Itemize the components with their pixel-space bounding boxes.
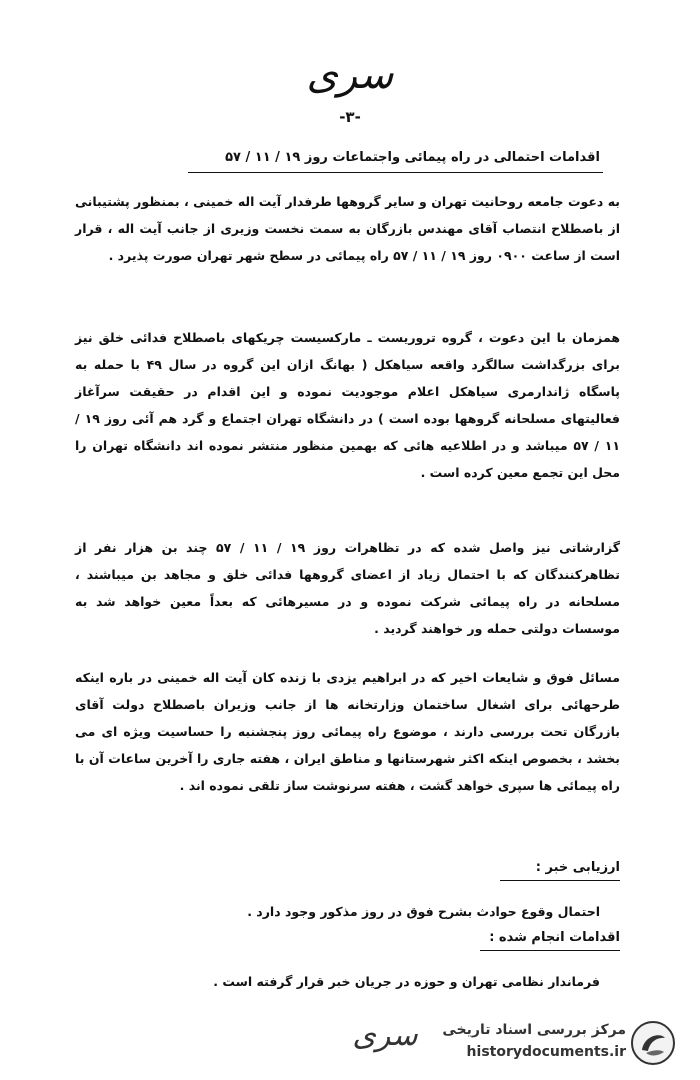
title-underline <box>188 172 603 173</box>
paragraph-march-call: به دعوت جامعه روحانیت تهران و سایر گروهها طرفدار آیت اله خمینی ، بمنظور پشتیبانی از باصطلاح انتصاب آقای مهندس بازرگان به سمت نخست وزیری از جانب آیت اله ، قرار است از ساعت ۰۹۰۰ روز ۱۹ / ۱۱ / ۵۷ راه پیمائی در سطح شهر تهران صورت پذیرد . <box>75 194 620 263</box>
paragraph-sensitivity: مسائل فوق و شایعات اخیر که در ابراهیم یزدی با زنده کان آیت اله خمینی در باره اینکه طرحهائی برای اشغال ساختمان وزارتخانه ها از جانب وزیران باصطلاح دولت آقای بازرگان تحت بررسی دارند ، موضوع راه پیمائی روز پنجشنبه را حساسیت ویژه ای می بخشد ، بخصوص اینکه اکثر شهرستانها و مناطق ایران ، هفته جاری را آخرین ساعات آن با راه پیمائی ها سپری خواهد گشت ، هفته سرنوشت ساز تلقی نموده اند . <box>75 670 620 793</box>
actions-heading-underline <box>480 950 620 951</box>
archive-website: historydocuments.ir <box>466 1044 626 1060</box>
classification-stamp-top: سری <box>306 52 394 98</box>
actions-taken-text: فرماندار نظامی تهران و حوزه در جریان خبر قرار گرفته است . <box>213 974 600 989</box>
archive-center-logo-icon <box>630 1020 676 1066</box>
assessment-heading-underline <box>500 880 620 881</box>
paragraph-armed-participants: گزارشاتی نیز واصل شده که در تظاهرات روز ۱۹ / ۱۱ / ۵۷ چند بن هزار نفر از تظاهرکنندگان که با احتمال زیاد از اعضای گروهها فدائی خلق و مجاهد بن میباشند ، مسلحانه در راه پیمائی شرکت نموده و در مسیرهائی که بعداً معین خواهد شد به موسسات دولتی حمله ور خواهند گردید . <box>75 540 620 636</box>
actions-taken-heading: اقدامات انجام شده : <box>489 930 620 945</box>
page-number: -۳- <box>339 108 361 126</box>
archive-watermark <box>378 1016 678 1072</box>
assessment-heading: ارزیابی خبر : <box>535 860 620 875</box>
document-title: اقدامات احتمالی در راه پیمائی واجتماعات روز ۱۹ / ۱۱ / ۵۷ <box>225 150 600 165</box>
paragraph-fedayeen-gathering: همزمان با این دعوت ، گروه تروریست ـ مارکسیست چریکهای باصطلاح فدائی خلق نیز برای بزرگداشت سالگرد واقعه سیاهکل ( بهانگ ازان این گروه در سال ۴۹ با حمله به پاسگاه ژاندارمری سیاهکل اعلام موجودیت نموده و این اقدام در حقیقت سرآغاز فعالیتهای مسلحانه گروهها بوده است ) در دانشگاه تهران اجتماع و گرد هم آئی روز ۱۹ / ۱۱ / ۵۷ میباشد و در اطلاعیه هائی که بهمین منظور منتشر نموده اند دانشگاه تهران را محل این تجمع معین کرده است . <box>75 330 620 480</box>
classification-stamp-bottom: سری <box>352 1018 418 1053</box>
assessment-text: احتمال وقوع حوادث بشرح فوق در روز مذکور وجود دارد . <box>247 904 600 919</box>
archive-name: مرکز بررسی اسناد تاریخی <box>442 1022 626 1038</box>
